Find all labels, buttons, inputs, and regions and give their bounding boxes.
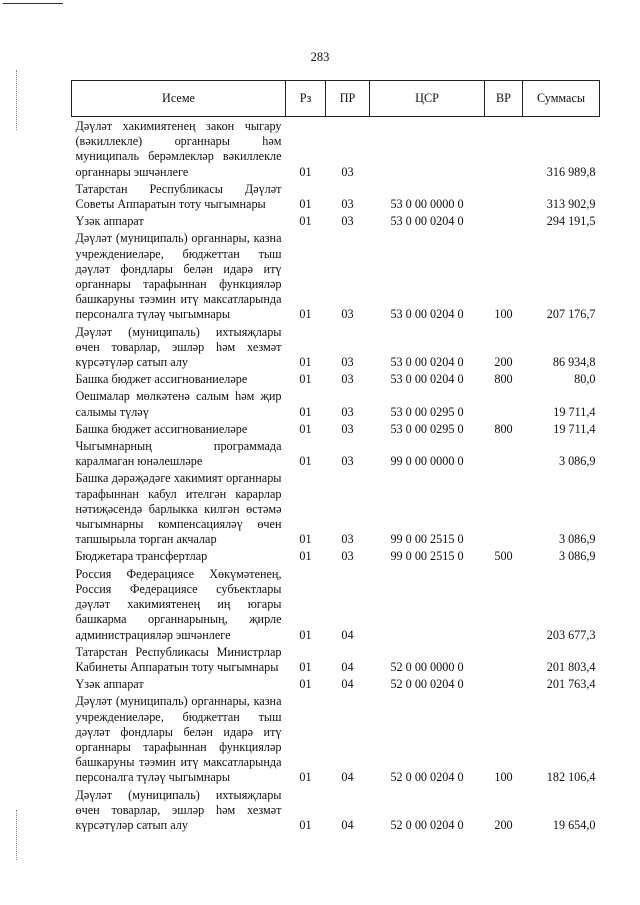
- cell-sum: 19 654,0: [552, 817, 596, 832]
- table-body: [72, 117, 600, 834]
- cell-sum: 3 086,9: [558, 454, 596, 469]
- cell-sum: 316 989,8: [546, 164, 596, 179]
- cell-sum: 182 106,4: [546, 770, 596, 785]
- cell-sum: 207 176,7: [546, 307, 596, 322]
- cell-csr: 52 0 00 0204 0: [390, 677, 464, 692]
- cell-csr: 52 0 00 0204 0: [390, 817, 464, 832]
- cell-csr: 53 0 00 0204 0: [390, 307, 464, 322]
- cell-sum: 86 934,8: [552, 355, 596, 370]
- table-header-row: [72, 81, 600, 117]
- cell-rz: 01: [299, 214, 312, 229]
- cell-rz: 01: [299, 549, 312, 564]
- cell-vr: 800: [494, 421, 513, 436]
- cell-name: Башка бюджет ассигнованиеләре: [75, 421, 248, 436]
- cell-name: Чыгымнарның программада каралмаган юнәлешләре: [75, 439, 282, 469]
- table-row: [72, 212, 600, 229]
- cell-name: Башка дәрәҗәдәге хакимият органнары тарафыннан кабул ителгән карарлар нәтиҗәсендә барлыкка килгән өстәмә чыгымнарны компенсацияләү өчен тапшырыла торган акчалар: [75, 471, 282, 547]
- cell-name: Бюджетара трансфертлар: [75, 549, 208, 564]
- cell-sum: 80,0: [574, 372, 596, 387]
- cell-pr: 03: [341, 421, 354, 436]
- cell-pr: 04: [341, 677, 354, 692]
- cell-rz: 01: [299, 372, 312, 387]
- cell-pr: 04: [341, 627, 354, 642]
- cell-name: Дәүләт (муниципаль) органнары, казна учреждениеләре, бюджеттан тыш дәүләт фондлары белән идарә итү органнары тарафыннан функцияләр башкаруны тәэмин итү максатларында персоналга түләү чыгымнары: [75, 231, 282, 322]
- cell-rz: 01: [299, 659, 312, 674]
- cell-name: Үзәк аппарат: [75, 677, 144, 692]
- cell-rz: 01: [299, 355, 312, 370]
- table-row: [72, 370, 600, 387]
- cell-pr: 03: [341, 355, 354, 370]
- cell-vr: 100: [494, 307, 513, 322]
- cell-rz: 01: [299, 164, 312, 179]
- cell-vr: [485, 387, 523, 419]
- cell-name: Россия Федерациясе Хөкүмәтенең, Россия Федерациясе субъектлары дәүләт хакимиятенең иң югары башкарма органнарының, җирле администрацияләр эшчәнлеге: [75, 566, 282, 642]
- table-row: [72, 229, 600, 322]
- table-row: [72, 469, 600, 547]
- cell-vr: [485, 117, 523, 180]
- table-row: [72, 675, 600, 692]
- cell-name: Татарстан Республикасы Министрлар Кабинеты Аппаратын тоту чыгымнары: [75, 644, 282, 674]
- column-header-vr: ВР: [485, 81, 523, 117]
- cell-vr: [485, 565, 523, 643]
- cell-pr: 03: [341, 372, 354, 387]
- cell-rz: 01: [299, 770, 312, 785]
- cell-pr: 04: [341, 659, 354, 674]
- cell-sum: 3 086,9: [558, 549, 596, 564]
- cell-csr: 99 0 00 2515 0: [390, 532, 464, 547]
- cell-name: Оешмалар мөлкәтенә салым һәм җир салымы түләү: [75, 389, 282, 419]
- top-rule: [3, 3, 63, 4]
- cell-csr: 99 0 00 2515 0: [390, 549, 464, 564]
- cell-rz: 01: [299, 197, 312, 212]
- cell-pr: 03: [341, 197, 354, 212]
- cell-vr: [485, 180, 523, 212]
- cell-rz: 01: [299, 532, 312, 547]
- cell-vr: 500: [494, 549, 513, 564]
- cell-csr: 53 0 00 0000 0: [390, 197, 464, 212]
- cell-vr: 800: [494, 372, 513, 387]
- cell-pr: 03: [341, 214, 354, 229]
- cell-sum: 313 902,9: [546, 197, 596, 212]
- cell-sum: 19 711,4: [553, 404, 596, 419]
- cell-csr: [370, 117, 485, 180]
- cell-csr: 52 0 00 0204 0: [390, 770, 464, 785]
- cell-pr: 03: [341, 404, 354, 419]
- cell-rz: 01: [299, 454, 312, 469]
- cell-vr: [485, 675, 523, 692]
- column-header-name: Исеме: [72, 81, 286, 117]
- cell-pr: 04: [341, 770, 354, 785]
- table-row: [72, 117, 600, 180]
- cell-name: Дәүләт (муниципаль) органнары, казна учреждениеләре, бюджеттан тыш дәүләт фондлары белән идарә итү органнары тарафыннан функцияләр башкаруны тәэмин итү максатларында персоналга түләү чыгымнары: [75, 694, 282, 785]
- cell-sum: 294 191,5: [546, 214, 596, 229]
- table-row: [72, 420, 600, 437]
- cell-csr: 53 0 00 0204 0: [390, 214, 464, 229]
- cell-sum: 201 803,4: [546, 659, 596, 674]
- column-header-rz: Рз: [286, 81, 326, 117]
- cell-rz: 01: [299, 677, 312, 692]
- cell-vr: [485, 643, 523, 675]
- cell-sum: 203 677,3: [546, 627, 596, 642]
- table-row: [72, 565, 600, 643]
- cell-csr: [370, 565, 485, 643]
- cell-csr: 53 0 00 0295 0: [390, 421, 464, 436]
- cell-csr: 53 0 00 0204 0: [390, 355, 464, 370]
- cell-csr: 99 0 00 0000 0: [390, 454, 464, 469]
- cell-rz: 01: [299, 817, 312, 832]
- cell-csr: 53 0 00 0295 0: [390, 404, 464, 419]
- cell-vr: [485, 212, 523, 229]
- table-row: [72, 786, 600, 834]
- cell-name: Татарстан Республикасы Дәүләт Советы Аппаратын тоту чыгымнары: [75, 181, 282, 212]
- cell-rz: 01: [299, 627, 312, 642]
- cell-vr: [485, 469, 523, 547]
- table-row: [72, 643, 600, 675]
- column-header-csr: ЦСР: [370, 81, 485, 117]
- cell-name: Дәүләт (муниципаль) ихтыяҗлары өчен товарлар, эшләр һәм хезмәт күрсәтүләр сатып алу: [75, 787, 282, 832]
- cell-sum: 3 086,9: [558, 532, 596, 547]
- cell-sum: 201 763,4: [546, 677, 596, 692]
- table-row: [72, 692, 600, 785]
- cell-csr: 52 0 00 0000 0: [390, 659, 464, 674]
- cell-sum: 19 711,4: [553, 421, 596, 436]
- table-row: [72, 387, 600, 419]
- table-row: [72, 180, 600, 212]
- cell-csr: 53 0 00 0204 0: [390, 372, 464, 387]
- cell-pr: 03: [341, 549, 354, 564]
- table-row: [72, 437, 600, 469]
- cell-name: Башка бюджет ассигнованиеләре: [75, 372, 248, 387]
- cell-pr: 03: [341, 532, 354, 547]
- budget-table: [71, 80, 600, 833]
- cell-vr: [485, 437, 523, 469]
- cell-pr: 03: [341, 164, 354, 179]
- cell-pr: 04: [341, 817, 354, 832]
- scan-margin-marks-bottom: [16, 810, 18, 860]
- column-header-pr: ПР: [326, 81, 370, 117]
- cell-rz: 01: [299, 421, 312, 436]
- table-row: [72, 323, 600, 371]
- column-header-sum: Суммасы: [523, 81, 600, 117]
- cell-pr: 03: [341, 307, 354, 322]
- cell-pr: 03: [341, 454, 354, 469]
- cell-vr: 200: [494, 355, 513, 370]
- cell-name: Үзәк аппарат: [75, 214, 144, 229]
- cell-name: Дәүләт хакимиятенең закон чыгару (вәкиллекле) органнары һәм муниципаль берәмлекләр вәкиллекле органнары эшчәнлеге: [75, 119, 282, 179]
- cell-vr: 200: [494, 817, 513, 832]
- scan-margin-marks: [16, 70, 18, 130]
- cell-rz: 01: [299, 404, 312, 419]
- table-row: [72, 547, 600, 564]
- cell-rz: 01: [299, 307, 312, 322]
- cell-vr: 100: [494, 770, 513, 785]
- page-number: 283: [310, 50, 330, 64]
- cell-name: Дәүләт (муниципаль) ихтыяҗлары өчен товарлар, эшләр һәм хезмәт күрсәтүләр сатып алу: [75, 324, 282, 370]
